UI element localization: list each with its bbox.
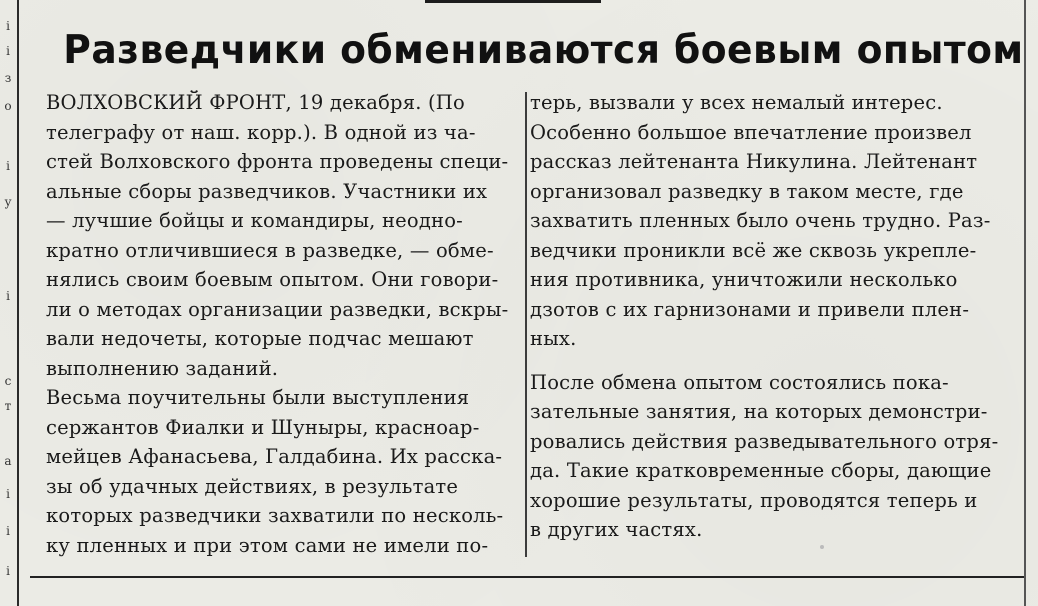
text-line: организовал разведку в таком месте, где <box>530 179 964 203</box>
article-headline: Разведчики обмениваются боевым опытом <box>63 28 1024 73</box>
text-line: вали недочеты, которые подчас мешают <box>46 327 474 350</box>
text-line: ровались действия разведывательного отря- <box>530 429 999 453</box>
left-column-rule <box>17 0 19 606</box>
margin-fragment: і <box>6 487 10 501</box>
margin-fragment: у <box>4 195 12 209</box>
margin-fragment: о <box>4 99 12 113</box>
margin-fragment: і <box>6 159 10 173</box>
paragraph <box>530 368 1022 545</box>
text-line: терь, вызвали у всех немалый интерес. <box>530 91 943 114</box>
paragraph <box>46 88 526 383</box>
text-line: ния противника, уничтожили несколько <box>530 268 958 291</box>
text-line: да. Такие кратковременные сборы, дающие <box>530 459 992 482</box>
bottom-divider <box>30 576 1025 578</box>
top-divider <box>425 0 601 3</box>
margin-fragment: і <box>6 289 10 303</box>
text-line: сержантов Фиалки и Шуныры, красноар- <box>46 415 480 439</box>
text-line: дзотов с их гарнизонами и привели плен- <box>530 297 970 321</box>
margin-fragment: а <box>4 454 12 468</box>
text-line: ку пленных и при этом сами не имели по- <box>46 533 489 557</box>
paragraph-gap <box>530 354 1022 368</box>
text-line: ВОЛХОВСКИЙ ФРОНТ, 19 декабря. (По <box>46 91 465 114</box>
margin-fragment: і <box>6 44 10 58</box>
margin-fragment: і <box>6 19 10 33</box>
text-line: в других частях. <box>530 518 703 541</box>
text-line: Особенно большое впечатление произвел <box>530 120 972 144</box>
text-line: выполнению заданий. <box>46 356 279 380</box>
text-line: которых разведчики захватили по несколь- <box>46 504 504 527</box>
text-line: ли о методах организации разведки, вскры- <box>46 297 509 321</box>
text-line: хорошие результаты, проводятся теперь и <box>530 488 978 512</box>
text-line: зы об удачных действиях, в результате <box>46 474 459 498</box>
margin-fragment: с <box>4 374 12 388</box>
text-line: телеграфу от наш. корр.). В одной из ча- <box>46 120 476 144</box>
margin-fragment: з <box>4 71 12 85</box>
text-line: Весьма поучительны были выступления <box>46 386 470 409</box>
margin-fragment: і <box>6 564 10 578</box>
text-line: альные сборы разведчиков. Участники их <box>46 179 488 203</box>
print-speck <box>820 545 824 549</box>
paragraph <box>530 88 1022 354</box>
right-column-rule <box>1024 0 1026 606</box>
column-divider <box>525 92 527 557</box>
right-text-column <box>530 88 1022 545</box>
text-line: — лучшие бойцы и командиры, неодно- <box>46 209 463 232</box>
text-line: зательные занятия, на которых демонстри- <box>530 400 988 423</box>
left-text-column <box>46 88 526 560</box>
text-line: ведчики проникли всё же сквозь укрепле- <box>530 238 977 262</box>
margin-fragment: т <box>4 399 12 413</box>
text-line: ных. <box>530 327 577 350</box>
text-line: мейцев Афанасьева, Галдабина. Их расска- <box>46 445 503 468</box>
text-line: стей Волховского фронта проведены специ- <box>46 150 509 173</box>
margin-fragment: і <box>6 524 10 538</box>
paragraph <box>46 383 526 560</box>
text-line: После обмена опытом состоялись пока- <box>530 370 949 394</box>
adjacent-column-fragment <box>0 0 18 606</box>
text-line: нялись своим боевым опытом. Они говори- <box>46 268 499 291</box>
text-line: кратно отличившиеся в разведке, — обме- <box>46 238 494 262</box>
text-line: захватить пленных было очень трудно. Раз- <box>530 209 991 232</box>
text-line: рассказ лейтенанта Никулина. Лейтенант <box>530 150 978 173</box>
